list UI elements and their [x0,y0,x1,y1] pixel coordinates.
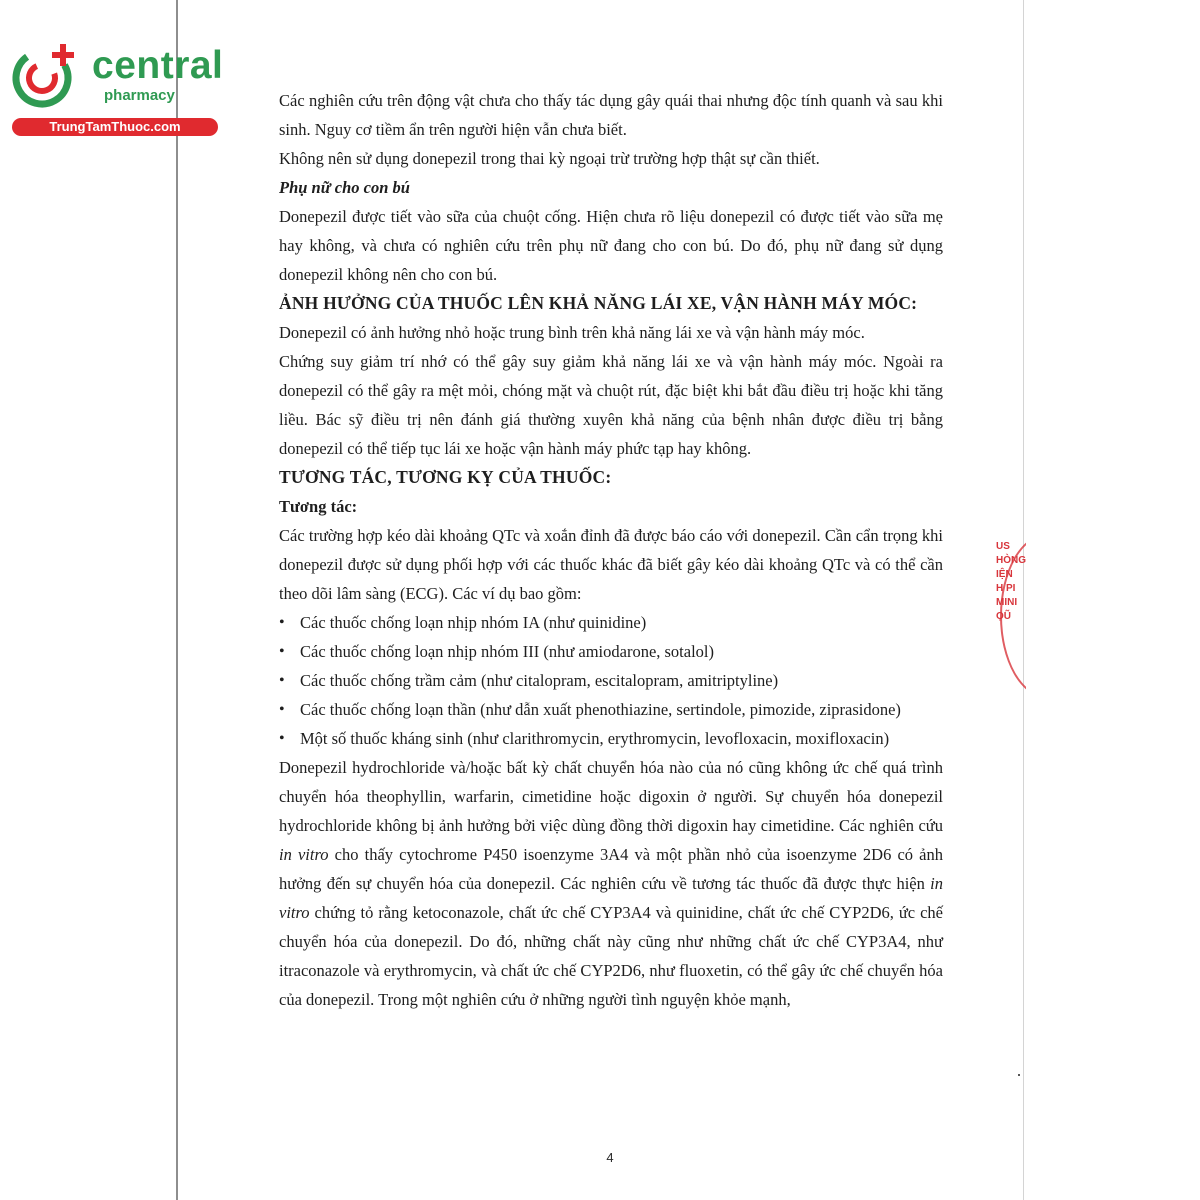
heading-breastfeeding: Phụ nữ cho con bú [279,178,410,197]
pharmacy-cross-logo-icon [10,40,82,112]
list-item: • Các thuốc chống loạn nhịp nhóm III (như amiodarone, sotalol) [279,637,943,666]
stamp-line: HÒNG [996,555,1026,566]
paragraph-driving-detail: Chứng suy giảm trí nhớ có thể gây suy giảm khả năng lái xe và vận hành máy móc. Ngoài ra donepezil có thể gây ra mệt mỏi, chóng mặt và chuột rút, đặc biệt khi bắt đầu điều trị hoặc khi tăng liều. Bác sỹ điều trị nên đánh giá thường xuyên khả năng của bệnh nhân được điều trị bằng donepezil có thể tiếp tục lái xe hoặc vận hành máy phức tạp hay không. [279,352,943,458]
page-number: 4 [606,1150,614,1165]
paragraph-qtc: Các trường hợp kéo dài khoảng QTc và xoắn đỉnh đã được báo cáo với donepezil. Cần cẩn trọng khi donepezil được sử dụng phối hợp với các thuốc khác đã biết gây kéo dài khoảng QTc và có thể cần theo dõi lâm sàng (ECG). Các ví dụ bao gồm: [279,526,943,603]
paragraph-breastfeeding: Donepezil được tiết vào sữa của chuột cống. Hiện chưa rõ liệu donepezil có được tiết vào sữa mẹ hay không, và chưa có nghiên cứu trên phụ nữ đang cho con bú. Do đó, phụ nữ đang sử dụng donepezil không nên cho con bú. [279,207,943,284]
drug-examples-list [279,608,943,753]
paragraph-pregnancy-use: Không nên sử dụng donepezil trong thai kỳ ngoại trừ trường hợp thật sự cần thiết. [279,149,820,168]
metabolism-in-vitro-2: in vitro [279,874,943,922]
subheading-interactions: Tương tác: [279,497,358,516]
list-item: • Các thuốc chống trầm cảm (như citalopram, escitalopram, amitriptyline) [279,666,943,695]
list-item: • Các thuốc chống loạn nhịp nhóm IA (như quinidine) [279,608,943,637]
logo-subtitle: pharmacy [104,87,175,104]
stamp-line: MINI [996,597,1018,608]
heading-interactions: TƯƠNG TÁC, TƯƠNG KỴ CỦA THUỐC: [279,467,612,487]
stamp-line: H PI [996,583,1016,594]
list-item: • Một số thuốc kháng sinh (như clarithromycin, erythromycin, levofloxacin, moxifloxacin) [279,724,943,753]
document-body [279,86,943,1014]
metabolism-text-c: chứng tỏ rằng ketoconazole, chất ức chế CYP3A4 và quinidine, chất ức chế CYP2D6, ức chế chuyển hóa của donepezil. Do đó, những chất này cũng như những chất ức chế CYP3A4, như itraconazole và erythromycin, và chất ức chế CYP2D6, như fluoxetin, có thể gây ức chế chuyển hóa của donepezil. Trong một nghiên cứu ở những người tình nguyện khỏe mạnh, [279,903,943,1009]
stamp-line: US [996,541,1010,552]
page-left-edge [176,0,178,1200]
heading-driving-effects: ẢNH HƯỞNG CỦA THUỐC LÊN KHẢ NĂNG LÁI XE, VẬN HÀNH MÁY MÓC: [279,293,918,313]
logo-name: central [92,44,224,87]
metabolism-text-b: cho thấy cytochrome P450 isoenzyme 3A4 và một phần nhỏ của isoenzyme 2D6 có ảnh hưởng đến sự chuyển hóa của donepezil. Các nghiên cứu về tương tác thuốc đã được thực hiện [279,845,943,893]
central-pharmacy-logo [8,36,224,136]
metabolism-in-vitro-1: in vitro [279,845,329,864]
paragraph-metabolism [279,753,943,1014]
official-stamp-fragment [996,540,1026,690]
scan-speck [1018,1074,1020,1076]
logo-url-badge: TrungTamThuoc.com [12,118,218,136]
metabolism-text-a: Donepezil hydrochloride và/hoặc bất kỳ chất chuyển hóa nào của nó cũng không ức chế quá trình chuyển hóa theophyllin, warfarin, cimetidine hoặc digoxin ở người. Sự chuyển hóa donepezil hydrochloride không bị ảnh hưởng bởi việc dùng đồng thời digoxin hay cimetidine. Các nghiên cứu [279,758,943,835]
paragraph-animal-studies: Các nghiên cứu trên động vật chưa cho thấy tác dụng gây quái thai nhưng độc tính quanh và sau khi sinh. Nguy cơ tiềm ẩn trên người hiện vẫn chưa biết. [279,91,943,139]
list-item: • Các thuốc chống loạn thần (như dẫn xuất phenothiazine, sertindole, pimozide, ziprasidone) [279,695,943,724]
stamp-line: IỆN [996,569,1013,580]
stamp-line: ỌŨ [996,611,1011,622]
paragraph-driving-minor: Donepezil có ảnh hưởng nhỏ hoặc trung bình trên khả năng lái xe và vận hành máy móc. [279,323,865,342]
